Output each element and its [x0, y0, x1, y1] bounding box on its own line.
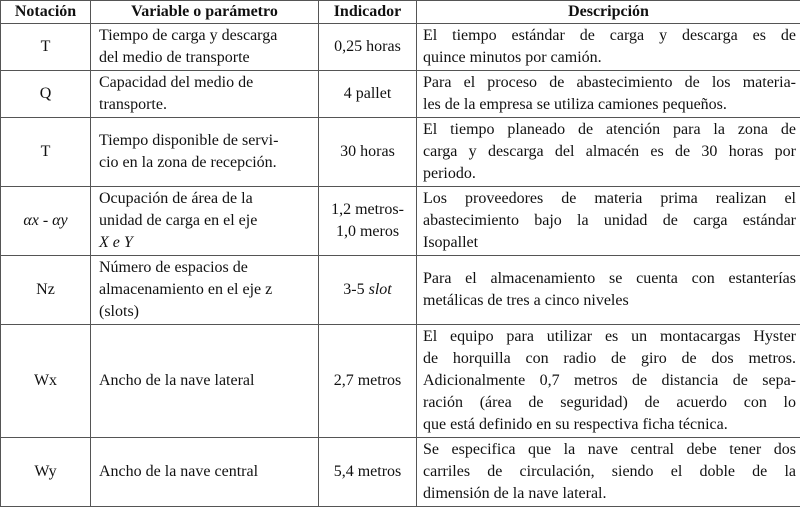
header-notation: Notación — [1, 1, 91, 24]
description-line: carriles de circulación, siendo el doble de la — [423, 461, 796, 483]
notation-cell: Wy — [1, 438, 91, 507]
notation-cell: T — [1, 24, 91, 71]
notation-cell: Wx — [1, 325, 91, 438]
header-description: Descripción — [417, 1, 800, 24]
variable-line: Ancho de la nave central — [99, 461, 312, 483]
description-line: les de la empresa se utiliza camiones pequeños. — [423, 94, 796, 116]
table-row — [1, 118, 800, 187]
description-cell — [417, 71, 800, 118]
variable-line: Ocupación de área de la — [99, 188, 312, 210]
description-line: Para el almacenamiento se cuenta con estanterías — [423, 268, 796, 290]
table-row — [1, 71, 800, 118]
variable-line: Capacidad del medio de — [99, 72, 312, 94]
notation-cell: Nz — [1, 256, 91, 325]
variable-cell — [91, 24, 319, 71]
indicator-line: 30 horas — [325, 141, 410, 163]
description-line: dimensión de la nave lateral. — [423, 483, 796, 505]
indicator-line: 1,2 metros- — [325, 199, 410, 221]
indicator-cell — [319, 256, 417, 325]
table-row — [1, 24, 800, 71]
description-line: Para el proceso de abastecimiento de los materia- — [423, 72, 796, 94]
indicator-cell — [319, 71, 417, 118]
variable-cell — [91, 187, 319, 256]
indicator-cell — [319, 325, 417, 438]
header-indicator: Indicador — [319, 1, 417, 24]
notation-cell: Q — [1, 71, 91, 118]
variable-cell — [91, 438, 319, 507]
indicator-prefix: 3-5 — [343, 281, 368, 298]
variable-line: (slots) — [99, 301, 312, 323]
table-row — [1, 325, 800, 438]
description-line: El tiempo planeado de atención para la zona de — [423, 119, 796, 141]
description-cell — [417, 118, 800, 187]
variable-line: Número de espacios de — [99, 257, 312, 279]
indicator-line: 0,25 horas — [325, 36, 410, 58]
table-row — [1, 187, 800, 256]
description-cell — [417, 256, 800, 325]
description-cell — [417, 438, 800, 507]
description-line: que está definido en su respectiva ficha técnica. — [423, 414, 796, 436]
table-row — [1, 256, 800, 325]
table-header-row — [1, 1, 800, 24]
indicator-line: 4 pallet — [325, 83, 410, 105]
description-line: Los proveedores de materia prima realizan el — [423, 188, 796, 210]
variable-line: Ancho de la nave lateral — [99, 370, 312, 392]
variable-line: cio en la zona de recepción. — [99, 152, 312, 174]
description-cell — [417, 24, 800, 71]
indicator-cell — [319, 24, 417, 71]
description-line: ración (área de seguridad) de acuerdo con lo — [423, 392, 796, 414]
description-cell — [417, 325, 800, 438]
variable-cell — [91, 325, 319, 438]
indicator-line: 1,0 meros — [325, 221, 410, 243]
variable-line: almacenamiento en el eje z — [99, 279, 312, 301]
description-line: El equipo para utilizar es un montacargas Hyster — [423, 326, 796, 348]
indicator-cell — [319, 187, 417, 256]
description-line: El tiempo estándar de carga y descarga es de — [423, 25, 796, 47]
indicator-line — [325, 279, 410, 301]
indicator-italic: slot — [369, 281, 392, 298]
variable-cell — [91, 118, 319, 187]
variable-line: del medio de transporte — [99, 47, 312, 69]
description-line: periodo. — [423, 163, 796, 185]
indicator-line: 5,4 metros — [325, 461, 410, 483]
variable-line: X e Y — [99, 232, 312, 254]
description-line: quince minutos por camión. — [423, 47, 796, 69]
indicator-cell — [319, 438, 417, 507]
header-variable: Variable o parámetro — [91, 1, 319, 24]
description-line: Se especifica que la nave central debe tener dos — [423, 439, 796, 461]
description-line: abastecimiento bajo la unidad de carga estándar — [423, 210, 796, 232]
variable-line: Tiempo disponible de servi- — [99, 130, 312, 152]
description-line: de horquilla con radio de giro de dos metros. — [423, 348, 796, 370]
variable-line: unidad de carga en el eje — [99, 210, 312, 232]
description-line: carga y descarga del almacén es de 30 horas por — [423, 141, 796, 163]
variable-cell — [91, 71, 319, 118]
description-line: Isopallet — [423, 232, 796, 254]
indicator-cell — [319, 118, 417, 187]
notation-cell: αx - αy — [1, 187, 91, 256]
notation-cell: T — [1, 118, 91, 187]
variable-line: Tiempo de carga y descarga — [99, 25, 312, 47]
indicator-line: 2,7 metros — [325, 370, 410, 392]
table-row — [1, 438, 800, 507]
description-line: Adicionalmente 0,7 metros de distancia de sepa- — [423, 370, 796, 392]
description-line: metálicas de tres a cinco niveles — [423, 290, 796, 312]
variable-line: transporte. — [99, 94, 312, 116]
variable-cell — [91, 256, 319, 325]
description-cell — [417, 187, 800, 256]
